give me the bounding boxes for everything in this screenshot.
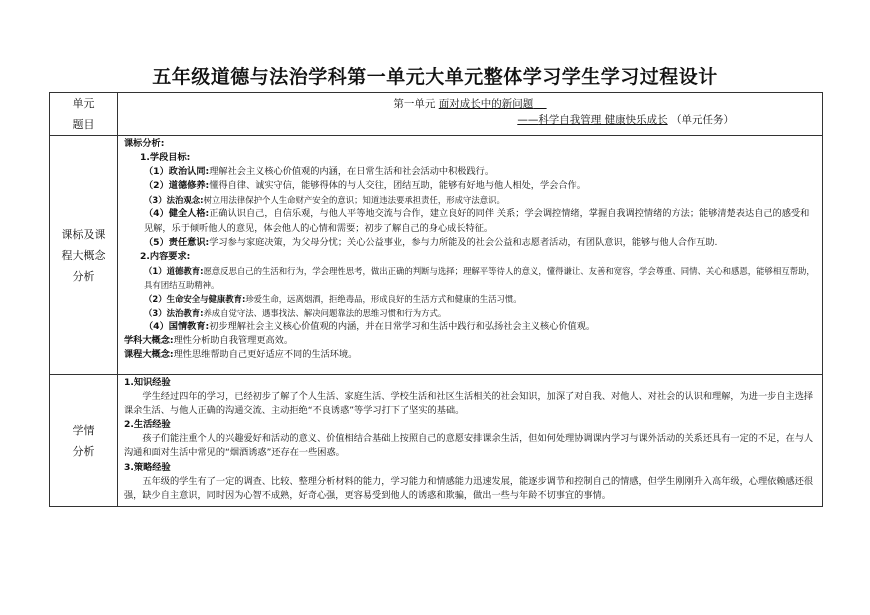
standards-label-line3: 分析 [72, 269, 95, 283]
learner-section-text: 五年级的学生有了一定的调查、比较、整理分析材料的能力，学习能力和情感能力迅速发展，能逐步调节和控制自己的情感，但学生刚刚升入高年级，心理依赖感还很强，缺少自主意识，同时因为心智不成熟，好奇心强，更容易受到他人的诱惑和欺骗，做出一些与年龄不切事宜的事情。 [124, 475, 814, 501]
document-title: 五年级道德与法治学科第一单元大单元整体学习学生学习过程设计 [152, 66, 718, 88]
content-item: （2）生命安全与健康教育:珍爱生命，远离烟酒，拒绝毒品，形成良好的生活方式和健康的生活习惯。 [144, 294, 522, 305]
content-item: （1）道德教育:愿意反思自己的生活和行为，学会理性思考，做出正确的判断与选择；理解平等待人的意义，懂得谦让、友善和宽容，学会尊重、同情、关心和感恩，能够相互帮助，具有团结互助精神。 [144, 265, 815, 290]
standards-row [50, 136, 823, 375]
learner-section-heading: 2.生活经验 [124, 419, 171, 431]
goal-item: （4）健全人格:正确认识自己，自信乐观，与他人平等地交流与合作，建立良好的同伴 关系；学会调控情绪，掌握自我调控情绪的方法；能够清楚表达自己的感受和见解，乐于倾听他人的意见，体会他人的心情和需要；初步了解自己的身心成长特征。 [144, 208, 810, 234]
design-table [49, 92, 823, 507]
unit-row [50, 93, 823, 136]
content-heading: 2.内容要求: [140, 250, 191, 262]
learner-section-text: 孩子们能注重个人的兴趣爱好和活动的意义、价值相结合基础上按照自己的意愿安排课余生活，但如何处理协调课内学习与课外活动的关系还具有一定的不足，在与人沟通和面对生活中常见的“烟酒诱惑”还存在一些困惑。 [124, 433, 814, 459]
learner-content-cell [118, 375, 823, 507]
unit-task-suffix: （单元任务） [671, 114, 734, 126]
learner-section-text: 学生经过四年的学习，已经初步了解了个人生活、家庭生活、学校生活和社区生活相关的社会知识，加深了对自我、对他人、对社会的认识和理解，为进一步自主选择课余生活、与他人正确的沟通交流、主动拒绝“不良诱惑”等学习打下了坚实的基础。 [124, 391, 814, 417]
content-item: （4）国情教育:初步理解社会主义核心价值观的内涵，并在日常学习和生活中践行和弘扬社会主义核心价值观。 [144, 321, 596, 333]
unit-task-dash: —— [517, 114, 539, 126]
unit-task-line [118, 112, 822, 131]
goals-heading: 1.学段目标: [140, 152, 191, 164]
learner-row [50, 375, 823, 507]
learner-section-heading: 3.策略经验 [124, 461, 171, 473]
standards-content-cell [118, 136, 823, 375]
unit-title: 面对成长中的新问题 [438, 98, 534, 110]
course-concept: 课程大概念:理性思维帮助自己更好适应不同的生活环境。 [124, 349, 358, 361]
unit-label-cell [50, 93, 118, 136]
learner-label-line1: 学情 [72, 423, 95, 437]
subject-concept: 学科大概念:理性分析助自我管理更高效。 [124, 335, 294, 347]
unit-label-line2: 题目 [72, 118, 95, 131]
content-item: （3）法治教育:养成自觉守法、遇事找法、解决问题靠法的思维习惯和行为方式。 [144, 308, 447, 319]
goal-item: （2）道德修养:懂得自律、诚实守信，能够得体的与人交往，团结互助，能够有好地与他人相处，学会合作。 [144, 180, 586, 192]
unit-task-title: 科学自我管理 健康快乐成长 [538, 114, 668, 126]
learner-section-heading: 1.知识经验 [124, 377, 171, 388]
goal-item: （5）责任意识:学习参与家庭决策，为父母分忧；关心公益事业，参与力所能及的社会公益和志愿者活动，有团队意识，能够与他人合作互助. [144, 236, 718, 248]
unit-label-line1: 单元 [72, 97, 95, 110]
standards-label-line1: 课标及课 [61, 227, 106, 241]
unit-title-line [118, 93, 822, 112]
goal-item: （1）政治认同:理解社会主义核心价值观的内涵，在日常生活和社会活动中积极践行。 [144, 166, 495, 178]
goal-item: （3）法治观念:树立用法律保护个人生命财产安全的意识；知道违法要承担责任，形成守法意识。 [144, 195, 505, 206]
standards-label-line2: 程大概念 [61, 248, 106, 262]
learner-label-line2: 分析 [72, 444, 95, 458]
unit-number: 第一单元 [393, 98, 436, 110]
standards-label-cell [50, 136, 118, 375]
unit-content-cell [118, 93, 823, 136]
learner-label-cell [50, 375, 118, 507]
standards-heading: 课标分析: [124, 138, 165, 149]
